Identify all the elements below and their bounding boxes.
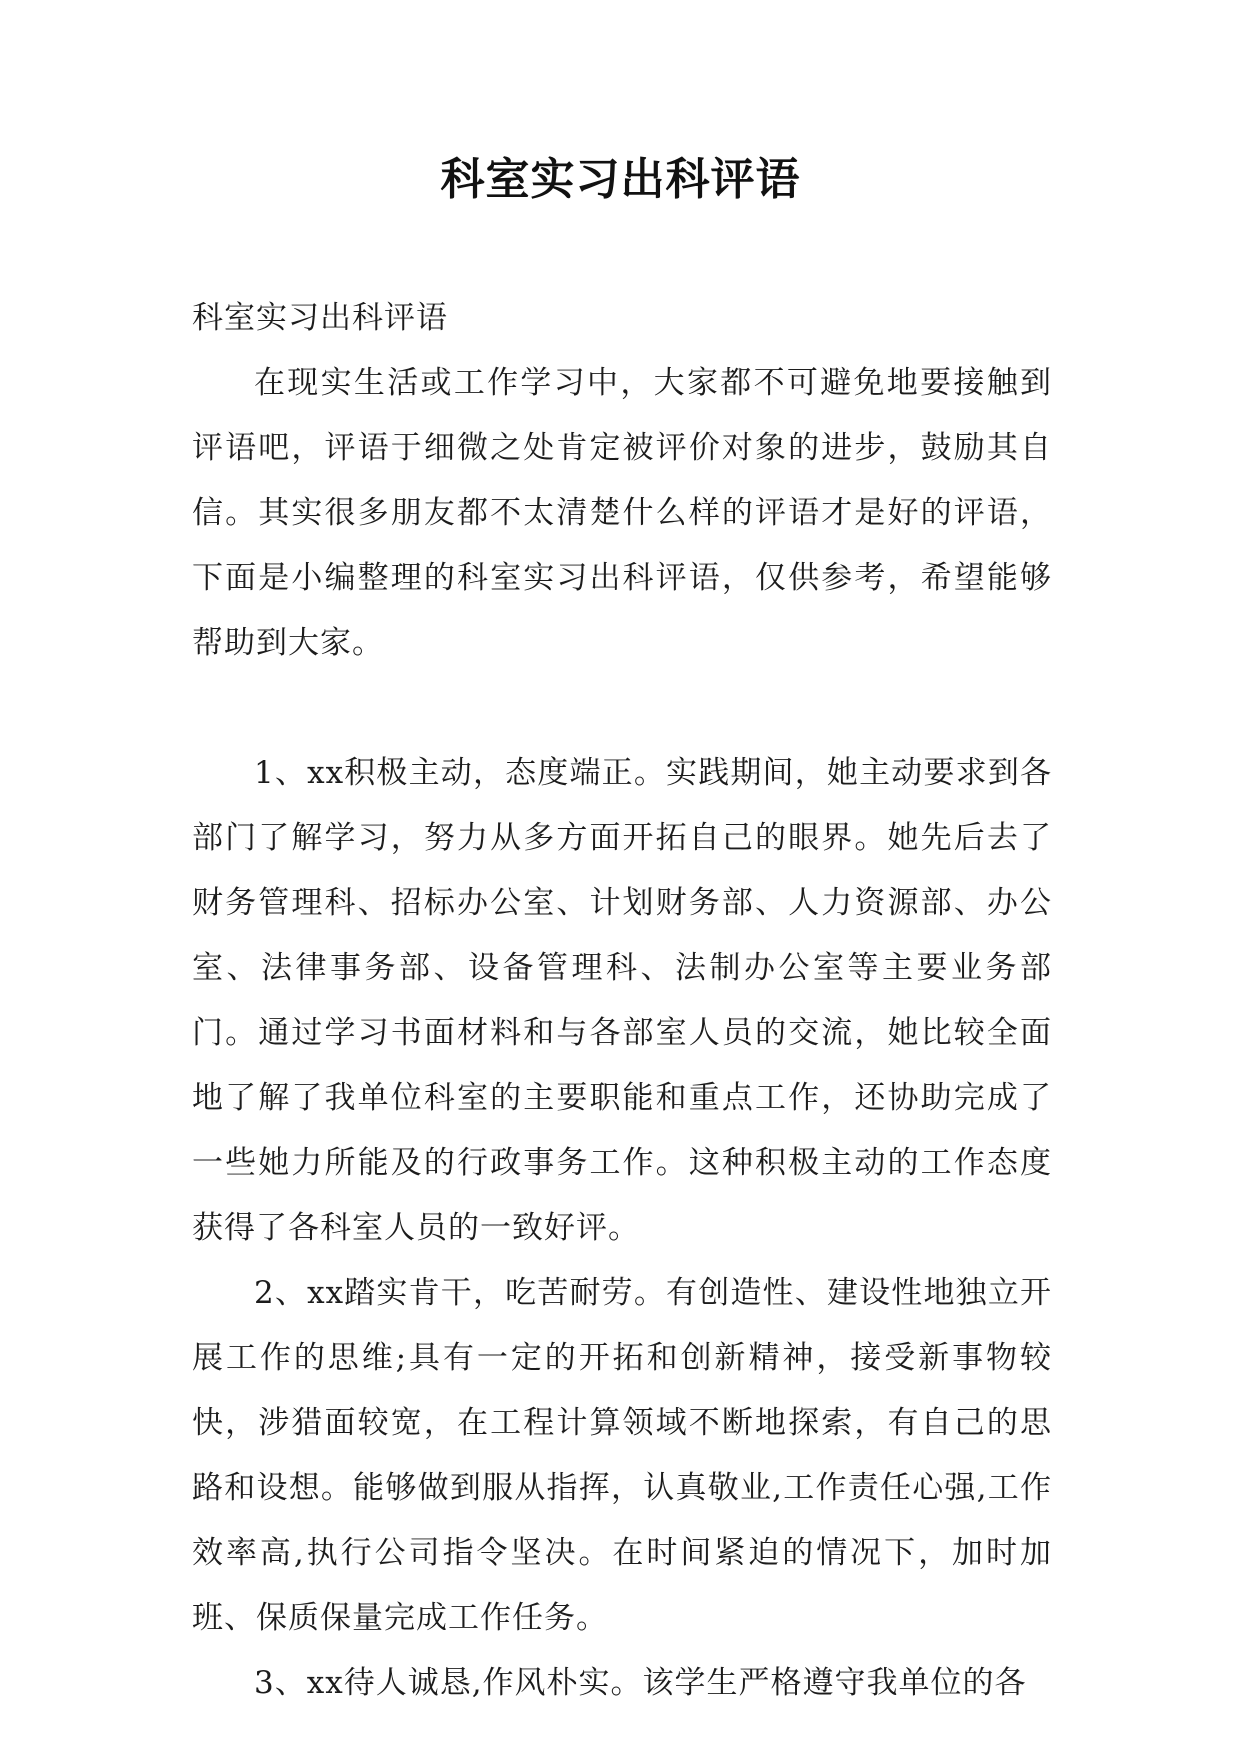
paragraph-spacer xyxy=(192,676,1052,741)
comment-paragraph-1: 1、xx积极主动，态度端正。实践期间，她主动要求到各部门了解学习，努力从多方面开拓自己的眼界。她先后去了财务管理科、招标办公室、计划财务部、人力资源部、办公室、法律事务部、设备管理科、法制办公室等主要业务部门。通过学习书面材料和与各部室人员的交流，她比较全面地了解了我单位科室的主要职能和重点工作，还协助完成了一些她力所能及的行政事务工作。这种积极主动的工作态度获得了各科室人员的一致好评。 xyxy=(192,755,1052,1246)
document-subtitle: 科室实习出科评语 xyxy=(192,300,448,336)
comment-paragraph-3: 3、xx待人诚恳,作风朴实。该学生严格遵守我单位的各 xyxy=(254,1665,1027,1701)
document-title: 科室实习出科评语 xyxy=(440,154,801,205)
comment-paragraph-2: 2、xx踏实肯干，吃苦耐劳。有创造性、建设性地独立开展工作的思维;具有一定的开拓和创新精神，接受新事物较快，涉猎面较宽，在工程计算领域不断地探索，有自己的思路和设想。能够做到服从指挥，认真敬业,工作责任心强,工作效率高,执行公司指令坚决。在时间紧迫的情况下，加时加班、保质保量完成工作任务。 xyxy=(192,1275,1052,1636)
intro-paragraph: 在现实生活或工作学习中，大家都不可避免地要接触到评语吧，评语于细微之处肯定被评价对象的进步，鼓励其自信。其实很多朋友都不太清楚什么样的评语才是好的评语，下面是小编整理的科室实习出科评语，仅供参考，希望能够帮助到大家。 xyxy=(192,365,1052,661)
document-body xyxy=(192,286,1052,1716)
